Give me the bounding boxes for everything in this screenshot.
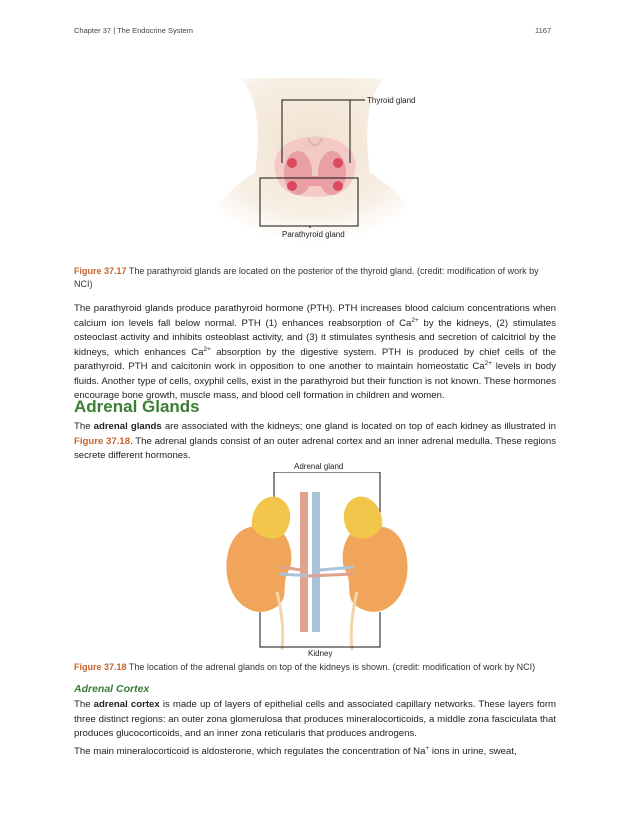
page-number: 1167 (535, 26, 552, 35)
running-header: Chapter 37 | The Endocrine System (74, 26, 193, 35)
thyroid-gland-label: Thyroid gland (367, 96, 416, 105)
body-paragraph: The adrenal glands are associated with the kidneys; one gland is located on top of each kidney as illustrated in Figure 37.18. The adrenal glands consist of an outer adrenal cortex and an inner adrenal medulla. These regions secrete different hormones. (74, 421, 556, 461)
body-paragraph: The main mineralocorticoid is aldosterone, which regulates the concentration of Na+ ions in urine, sweat, (74, 744, 517, 757)
left-adrenal-gland (252, 497, 290, 539)
subsection-heading: Adrenal Cortex (74, 683, 150, 695)
figure-caption: Figure 37.18 The location of the adrenal glands on top of the kidneys is shown. (credit: modification of work by NCI) (74, 662, 536, 672)
right-adrenal-gland (344, 497, 382, 539)
figure-caption: Figure 37.17 The parathyroid glands are located on the posterior of the thyroid gland. (credit: modification of work by NCI) (74, 266, 539, 289)
figure-link[interactable]: Figure 37.18 (74, 435, 131, 447)
kidney-label: Kidney (308, 649, 333, 658)
figure-label: Figure 37.18 (74, 662, 127, 672)
figure-label: Figure 37.17 (74, 266, 127, 276)
parathyroid-gland-label: Parathyroid gland (282, 230, 345, 239)
body-paragraph: The adrenal cortex is made up of layers of epithelial cells and associated capillary networks. These layers form three distinct regions: an outer zona glomerulosa that produces mineralocorticoids, a middle zona fasciculata that produces glucocorticoids, and an inner zona reticularis that produces androgens. (74, 699, 557, 739)
adrenal-gland-label: Adrenal gland (294, 462, 344, 471)
aorta (300, 492, 308, 632)
kidney-figure (222, 472, 412, 650)
vena-cava (312, 492, 320, 632)
body-paragraph: The parathyroid glands produce parathyroid hormone (PTH). PTH increases blood calcium concentrations when calcium ion levels fall below normal. PTH (1) enhances reabsorption of $Ca^{2+}$ by the kidneys, (2) stimulates osteoclast activity and inhibits osteoblast activity, and (3) it stimulates synthesis and secretion of calcitriol by the kidneys, which enhances $Ca^{2+}$ absorption by the digestive system. PTH is produced by chief cells of the parathyroid. PTH and calcitonin work in opposition to one another to maintain homeostatic $Ca^{2+}$ levels in body fluids. Another type of cells, oxyphil cells, exist in the parathyroid but their function is not known. These hormones encourage bone growth, muscle mass, and blood cell formation in children and women. (74, 303, 557, 401)
section-heading: Adrenal Glands (74, 397, 200, 416)
